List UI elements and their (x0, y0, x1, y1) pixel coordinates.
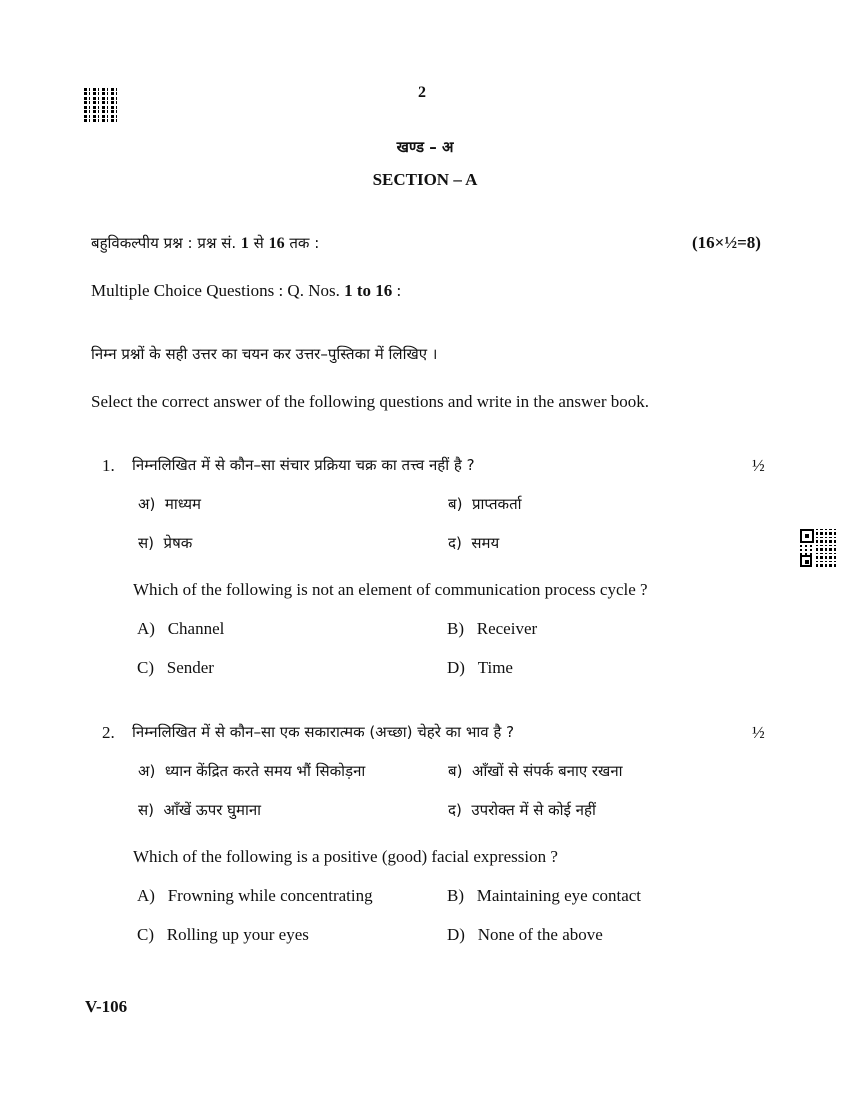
qr-code (800, 529, 838, 567)
option-hindi: द) समय (448, 534, 500, 552)
section-title-hindi: खण्ड – अ (396, 138, 454, 156)
option-english: A) Channel (137, 619, 225, 638)
question-1-english: Which of the following is not an element of communication process cycle ? (133, 580, 648, 599)
option-english: D) Time (447, 658, 513, 677)
page-number: 2 (418, 84, 426, 101)
option-english: D) None of the above (447, 925, 603, 944)
question-2-english: Which of the following is a positive (good) facial expression ? (133, 847, 558, 866)
question-1-hindi: निम्नलिखित में से कौन–सा संचार प्रक्रिया चक्र का तत्त्व नहीं है ? (132, 456, 475, 474)
question-number: 2. (102, 723, 115, 742)
option-hindi: ब) आँखों से संपर्क बनाए रखना (448, 762, 623, 780)
question-marks: ½ (752, 456, 765, 475)
option-hindi: अ) ध्यान केंद्रित करते समय भौं सिकोड़ना (138, 762, 366, 780)
option-hindi: द) उपरोक्त में से कोई नहीं (448, 801, 596, 819)
mcq-header-hindi: बहुविकल्पीय प्रश्न : प्रश्न सं. 1 से 16 तक : (91, 234, 320, 252)
instruction-hindi: निम्न प्रश्नों के सही उत्तर का चयन कर उत्तर–पुस्तिका में लिखिए । (91, 345, 438, 363)
section-title-english: SECTION – A (372, 170, 478, 189)
option-english: B) Receiver (447, 619, 538, 638)
option-english: C) Sender (137, 658, 214, 677)
datamatrix-barcode (84, 86, 120, 122)
option-english: C) Rolling up your eyes (137, 925, 309, 944)
option-english: B) Maintaining eye contact (447, 886, 642, 905)
option-hindi: ब) प्राप्तकर्ता (448, 495, 522, 513)
question-marks: ½ (752, 723, 765, 742)
option-english: A) Frowning while concentrating (137, 886, 373, 905)
question-number: 1. (102, 456, 115, 475)
option-hindi: अ) माध्यम (138, 495, 202, 513)
mcq-header-english: Multiple Choice Questions : Q. Nos. 1 to 16 : (91, 281, 402, 300)
mcq-marks: (16×½=8) (692, 233, 761, 252)
option-hindi: स) आँखें ऊपर घुमाना (138, 801, 262, 819)
question-2-hindi: निम्नलिखित में से कौन–सा एक सकारात्मक (अच्छा) चेहरे का भाव है ? (132, 723, 515, 741)
footer-paper-code: V-106 (85, 997, 128, 1016)
option-hindi: स) प्रेषक (138, 534, 193, 552)
instruction-english: Select the correct answer of the following questions and write in the answer book. (91, 392, 650, 411)
